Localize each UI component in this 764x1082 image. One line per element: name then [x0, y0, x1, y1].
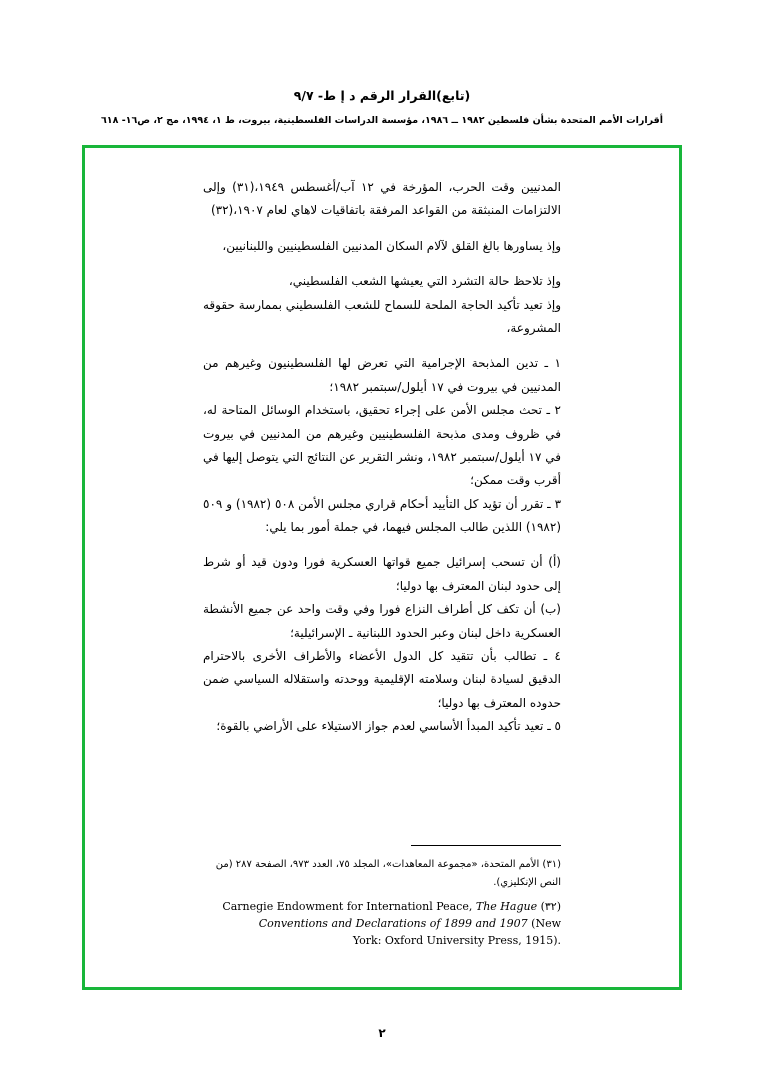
footnote-en-italic: The Hague	[475, 899, 538, 913]
body-paragraph: (ب) أن تكف كل أطراف النزاع فورا وفي وقت واحد عن جميع الأنشطة العسكرية داخل لبنان وعبر الحدود اللبنانية ـ الإسرائيلية؛	[203, 602, 561, 640]
footnote-en-suffix: (٣٢)	[537, 899, 561, 913]
body-paragraph: ٤ ـ تطالب بأن تتقيد كل الدول الأعضاء والأطراف الأخرى بالاحترام الدقيق لسيادة لبنان وسلامته الإقليمية ووحدته واستقلاله السياسي ضمن حدوده المعترف بها دوليا؛	[203, 649, 561, 710]
body-paragraph: ٣ ـ تقرر أن تؤيد كل التأييد أحكام قراري مجلس الأمن ٥٠٨ (١٩٨٢) و ٥٠٩ (١٩٨٢) اللذين طالب المجلس فيهما، في جملة أمور بما يلي:	[203, 496, 562, 535]
body-paragraph: وإذ تلاحظ حالة التشرد التي يعيشها الشعب الفلسطيني،	[288, 274, 561, 289]
footnotes	[203, 845, 561, 949]
content-frame	[82, 145, 682, 990]
body-paragraph: المدنيين وقت الحرب، المؤرخة في ١٢ آب/أغسطس ١٩٤٩،(٣١) وإلى الالتزامات المنبثقة من القواعد المرفقة باتفاقيات لاهاي لعام ١٩٠٧،(٣٢)	[203, 180, 561, 218]
footnote-en-suffix-2: (New	[527, 916, 561, 930]
body-paragraph: وإذ يساورها بالغ القلق لآلام السكان المدنيين الفلسطينيين واللبنانيين،	[222, 238, 561, 253]
body-paragraph: ١ ـ تدين المذبحة الإجرامية التي تعرض لها الفلسطينيون وغيرهم من المدنيين في بيروت في ١٧ أيلول/سبتمبر ١٩٨٢؛	[203, 356, 561, 394]
footnote-english	[203, 898, 561, 949]
footnote-en-prefix: Carnegie Endowment for Internationl Peace,	[222, 899, 476, 913]
footnote-divider	[411, 845, 561, 846]
page-number: ٢	[378, 1026, 386, 1040]
body-paragraph: ٢ ـ تحث مجلس الأمن على إجراء تحقيق، باستخدام الوسائل المتاحة له، في ظروف ومدى مذبحة الفلسطينيين وغيرهم من المدنيين في بيروت في ١٧ أيلول/سبتمبر ١٩٨٢، ونشر التقرير عن النتائج التي يتوصل إليها في أقرب وقت ممكن؛	[203, 403, 561, 488]
page-subtitle: أقرارات الأمم المتحدة بشأن فلسطين ١٩٨٢ ــ ١٩٨٦، مؤسسة الدراسات الفلسطينية، بيروت، ط ١، ١٩٩٤، مج ٢، ص١٦- ٦١٨	[101, 115, 663, 126]
footnote-english-line-2	[203, 915, 561, 932]
footnote-en-italic-2: Conventions and Declarations of 1899 and 1907	[258, 916, 528, 930]
footnote-english-line-3: York: Oxford University Press, 1915).	[352, 933, 561, 947]
page-title: (تابع)القرار الرقم د إ ط- ٩/٧	[293, 88, 471, 103]
body-paragraph: ٥ ـ تعيد تأكيد المبدأ الأساسي لعدم جواز الاستيلاء على الأراضي بالقوة؛	[216, 719, 561, 734]
body-paragraph: (أ) أن تسحب إسرائيل جميع قواتها العسكرية فورا ودون قيد أو شرط إلى حدود لبنان المعترف بها دوليا؛	[203, 555, 561, 593]
page-header	[0, 0, 764, 126]
footnote-arabic: (٣١) الأمم المتحدة، «مجموعة المعاهدات»، المجلد ٧٥، العدد ٩٧٣، الصفحة ٢٨٧ (من النص الإنكليزي).	[215, 858, 561, 888]
document-body	[203, 176, 561, 739]
body-paragraph: وإذ تعيد تأكيد الحاجة الملحة للسماح للشعب الفلسطيني بممارسة حقوقه المشروعة،	[203, 297, 561, 335]
footnote-english-line-1	[203, 898, 561, 915]
